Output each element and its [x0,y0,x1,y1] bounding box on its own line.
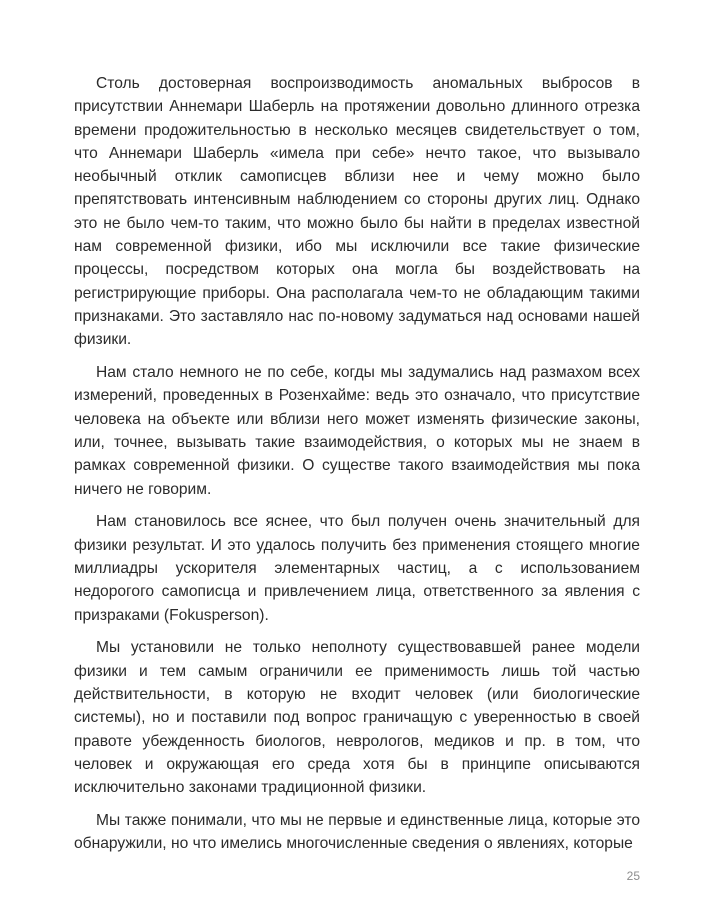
paragraph-1: Столь достоверная воспроизводимость аномальных выбросов в присутствии Аннемари Шаберль на протяжении довольно длинного отрезка времени продожительностью в несколько месяцев свидетельствует о том, что Аннемари Шаберль «имела при себе» нечто такое, что вызывало необычный отклик самописцев вблизи нее и чему можно было препятствовать интенсивным наблюдением со стороны других лиц. Однако это не было чем-то таким, что можно было бы найти в пределах известной нам современной физики, ибо мы исключили все такие физические процессы, посредством которых она могла бы воздействовать на регистрирующие приборы. Она располагала чем-то не обладающим такими признаками. Это заставляло нас по-новому задуматься над основами нашей физики. [74,75,640,349]
paragraph-5: Мы также понимали, что мы не первые и единственные лица, которые это обнаружили, но что имелись многочисленные сведения о явлениях, которые [74,811,640,853]
paragraph-2: Нам стало немного не по себе, когды мы задумались над размахом всех измерений, проведенных в Розенхайме: ведь это означало, что присутствие человека на объекте или вблизи него может изменять физические законы, или, точнее, вызывать такие взаимодействия, о которых мы не знаем в рамках современной физики. О существе такого взаимодействия мы пока ничего не говорим. [74,364,640,498]
body-text [74,72,640,865]
page-number: 25 [626,869,640,883]
paragraph-4: Мы установили не только неполноту существовавшей ранее модели физики и тем самым ограничили ее применимость лишь той частью действительности, в которую не входит человек (или биологические системы), но и поставили под вопрос граничащую с уверенностью в своей правоте убежденность биологов, неврологов, медиков и пр. в том, что человек и окружающая его среда хотя бы в принципе описываются исключительно законами традиционной физики. [74,639,640,797]
paragraph-3: Нам становилось все яснее, что был получен очень значительный для физики результат. И это удалось получить без применения стоящего многие миллиадры ускорителя элементарных частиц, а с использованием недорогого самописца и привлечением лица, ответственного за явления с призраками (Fokusperson). [74,513,640,624]
